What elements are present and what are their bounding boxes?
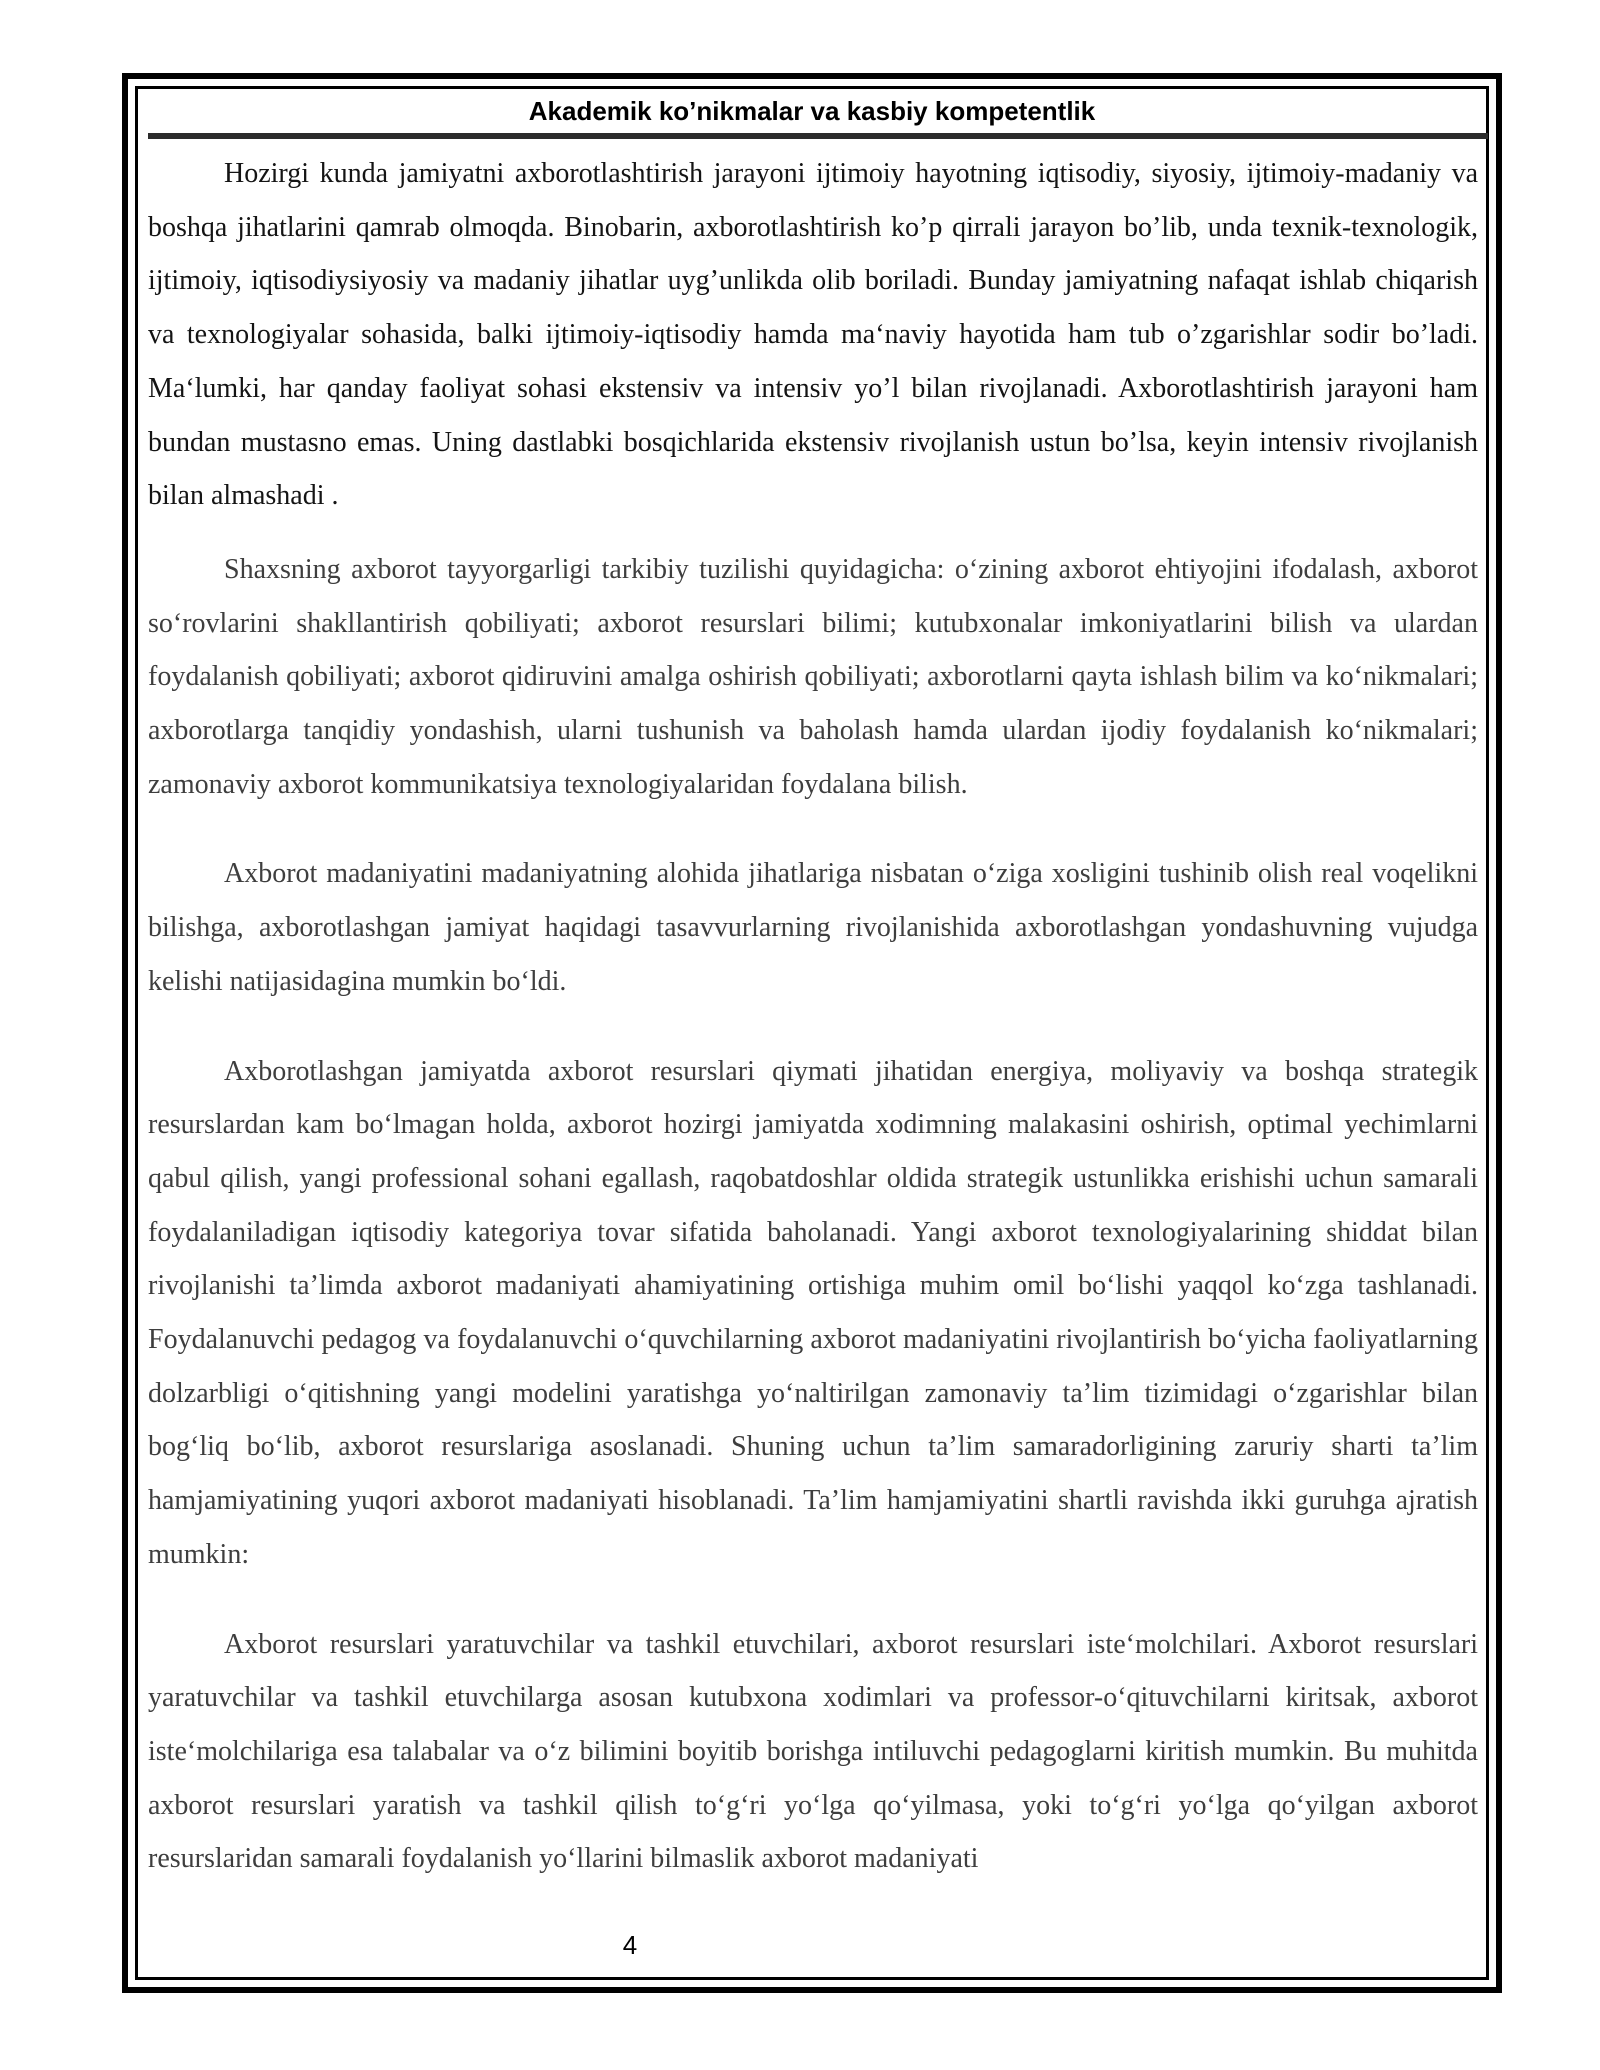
paragraph-1: Hozirgi kunda jamiyatni axborotlashtirish jarayoni ijtimoiy hayotning iqtisodiy, siyosiy, ijtimoiy-madaniy va boshqa jihatlarini qamrab olmoqda. Binobarin, axborotlashtirish ko’p qirrali jarayon bo’lib, unda texnik-texnologik, ijtimoiy, iqtisodiysiyosiy va madaniy jihatlar uyg’unlikda olib boriladi. Bunday jamiyatning nafaqat ishlab chiqarish va texnologiyalar sohasida, balki ijtimoiy-iqtisodiy hamda maʻnaviy hayotida ham tub o’zgarishlar sodir bo’ladi. Maʻlumki, har qanday faoliyat sohasi ekstensiv va intensiv yo’l bilan rivojlanadi. Axborotlashtirish jarayoni ham bundan mustasno emas. Uning dastlabki bosqichlarida ekstensiv rivojlanish ustun bo’lsa, keyin intensiv rivojlanish bilan almashadi .	[148, 158, 1478, 512]
paragraph-2: Shaxsning axborot tayyorgarligi tarkibiy tuzilishi quyidagicha: oʻzining axborot ehtiyojini ifodalash, axborot soʻrovlarini shakllantirish qobiliyati; axborot resurslari bilimi; kutubxonalar imkoniyatlarini bilish va ulardan foydalanish qobiliyati; axborot qidiruvini amalga oshirish qobiliyati; axborotlarni qayta ishlash bilim va koʻnikmalari; axborotlarga tanqidiy yondashish, ularni tushunish va baholash hamda ulardan ijodiy foydalanish koʻnikmalari; zamonaviy axborot kommunikatsiya texnologiyalaridan foydalana bilish.	[148, 553, 1478, 800]
page-number: 4	[622, 1930, 638, 1960]
running-header-title: Akademik ko’nikmalar va kasbiy kompetentlik	[528, 96, 1096, 126]
header-divider	[148, 133, 1488, 139]
body-text	[148, 147, 1478, 1886]
paragraph-5: Axborot resurslari yaratuvchilar va tashkil etuvchilari, axborot resurslari isteʻmolchilari. Axborot resurslari yaratuvchilar va tashkil etuvchilarga asosan kutubxona xodimlari va professor-oʻqituvchilarni kiritsak, axborot isteʻmolchilariga esa talabalar va oʻz bilimini boyitib borishga intiluvchi pedagoglarni kiritish mumkin. Bu muhitda axborot resurslari yaratish va tashkil qilish toʻgʻri yoʻlga qoʻyilmasa, yoki toʻgʻri yoʻlga qoʻyilgan axborot resurslaridan samarali foydalanish yoʻllarini bilmaslik axborot madaniyati	[148, 1628, 1478, 1875]
paragraph-3: Axborot madaniyatini madaniyatning alohida jihatlariga nisbatan oʻziga xosligini tushinib olish real voqelikni bilishga, axborotlashgan jamiyat haqidagi tasavvurlarning rivojlanishida axborotlashgan yondashuvning vujudga kelishi natijasidagina mumkin boʻldi.	[148, 858, 1478, 997]
paragraph-4: Axborotlashgan jamiyatda axborot resurslari qiymati jihatidan energiya, moliyaviy va boshqa strategik resurslardan kam boʻlmagan holda, axborot hozirgi jamiyatda xodimning malakasini oshirish, optimal yechimlarni qabul qilish, yangi professional sohani egallash, raqobatdoshlar oldida strategik ustunlikka erishishi uchun samarali foydalaniladigan iqtisodiy kategoriya tovar sifatida baholanadi. Yangi axborot texnologiyalarining shiddat bilan rivojlanishi ta’limda axborot madaniyati ahamiyatining ortishiga muhim omil boʻlishi yaqqol koʻzga tashlanadi. Foydalanuvchi pedagog va foydalanuvchi oʻquvchilarning axborot madaniyatini rivojlantirish boʻyicha faoliyatlarning dolzarbligi oʻqitishning yangi modelini yaratishga yoʻnaltirilgan zamonaviy ta’lim tizimidagi oʻzgarishlar bilan bogʻliq boʻlib, axborot resurslariga asoslanadi. Shuning uchun ta’lim samaradorligining zaruriy sharti ta’lim hamjamiyatining yuqori axborot madaniyati hisoblanadi. Ta’lim hamjamiyatini shartli ravishda ikki guruhga ajratish mumkin:	[148, 1055, 1478, 1570]
